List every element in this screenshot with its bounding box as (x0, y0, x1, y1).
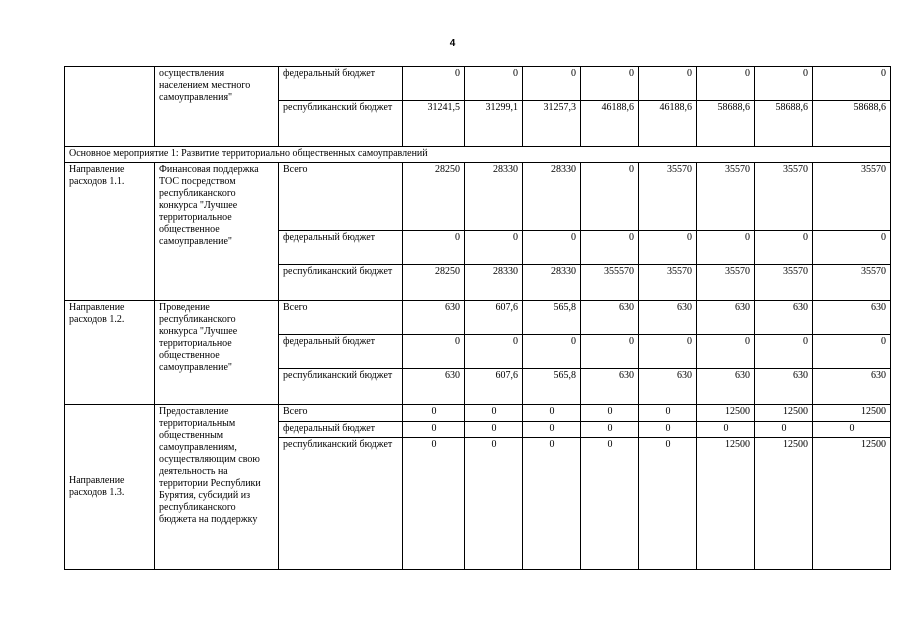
source-cell: Всего (279, 405, 403, 422)
value-cell: 0 (465, 67, 523, 101)
value-cell: 0 (403, 67, 465, 101)
table-row (65, 147, 891, 163)
value-cell: 0 (465, 231, 523, 265)
value-cell: 31257,3 (523, 101, 581, 147)
value-cell: 12500 (697, 405, 755, 422)
value-cell: 0 (465, 438, 523, 570)
value-cell: 0 (697, 422, 755, 438)
value-cell: 0 (581, 67, 639, 101)
value-cell: 31241,5 (403, 101, 465, 147)
value-cell: 58688,6 (755, 101, 813, 147)
value-cell: 0 (813, 67, 891, 101)
value-cell: 0 (813, 422, 891, 438)
source-cell: республиканский бюджет (279, 369, 403, 405)
value-cell: 0 (403, 335, 465, 369)
value-cell: 28250 (403, 265, 465, 301)
value-cell: 28330 (465, 265, 523, 301)
value-cell: 0 (581, 335, 639, 369)
value-cell: 0 (639, 405, 697, 422)
value-cell: 0 (465, 405, 523, 422)
value-cell: 630 (403, 369, 465, 405)
value-cell: 0 (639, 67, 697, 101)
value-cell: 0 (403, 438, 465, 570)
value-cell: 35570 (697, 163, 755, 231)
value-cell: 0 (755, 67, 813, 101)
source-cell: республиканский бюджет (279, 265, 403, 301)
source-cell: федеральный бюджет (279, 231, 403, 265)
table-row (65, 67, 891, 101)
source-cell: республиканский бюджет (279, 101, 403, 147)
value-cell: 0 (523, 335, 581, 369)
value-cell: 35570 (639, 265, 697, 301)
measure-name-cell: Финансовая поддержка ТОС посредством республиканского конкурса "Лучшее территориальное общественное самоуправление" (155, 163, 279, 301)
value-cell: 35570 (755, 265, 813, 301)
value-cell: 0 (755, 335, 813, 369)
direction-cell: Направление расходов 1.1. (65, 163, 155, 301)
value-cell: 630 (581, 301, 639, 335)
value-cell: 0 (639, 335, 697, 369)
value-cell: 12500 (813, 405, 891, 422)
value-cell: 607,6 (465, 369, 523, 405)
value-cell: 630 (639, 369, 697, 405)
value-cell: 0 (755, 422, 813, 438)
value-cell: 35570 (755, 163, 813, 231)
value-cell: 0 (813, 335, 891, 369)
value-cell: 0 (639, 438, 697, 570)
value-cell: 0 (813, 231, 891, 265)
direction-cell: Направление расходов 1.3. (65, 405, 155, 570)
value-cell: 0 (403, 405, 465, 422)
value-cell: 565,8 (523, 369, 581, 405)
value-cell: 0 (755, 231, 813, 265)
source-cell: федеральный бюджет (279, 335, 403, 369)
value-cell: 630 (639, 301, 697, 335)
value-cell: 630 (755, 369, 813, 405)
value-cell: 31299,1 (465, 101, 523, 147)
value-cell: 565,8 (523, 301, 581, 335)
value-cell: 0 (403, 231, 465, 265)
value-cell: 630 (813, 369, 891, 405)
value-cell: 12500 (755, 405, 813, 422)
direction-cell: Направление расходов 1.2. (65, 301, 155, 405)
value-cell: 0 (523, 231, 581, 265)
source-cell: федеральный бюджет (279, 422, 403, 438)
measure-name-cell: Проведение республиканского конкурса "Лучшее территориальное общественное самоуправление" (155, 301, 279, 405)
source-cell: Всего (279, 163, 403, 231)
value-cell: 0 (639, 422, 697, 438)
value-cell: 0 (697, 231, 755, 265)
table-row (65, 301, 891, 335)
value-cell: 58688,6 (813, 101, 891, 147)
budget-table (64, 66, 891, 570)
value-cell: 0 (523, 405, 581, 422)
value-cell: 35570 (697, 265, 755, 301)
value-cell: 28330 (523, 265, 581, 301)
value-cell: 630 (697, 369, 755, 405)
value-cell: 35570 (813, 265, 891, 301)
value-cell: 0 (523, 422, 581, 438)
value-cell: 630 (403, 301, 465, 335)
measure-name-cell: Предоставление территориальным общественным самоуправлениям, осуществляющим свою деятельность на территории Республики Бурятия, субсидий из республиканского бюджета на поддержку (155, 405, 279, 570)
value-cell: 28330 (523, 163, 581, 231)
value-cell: 0 (465, 335, 523, 369)
value-cell: 35570 (639, 163, 697, 231)
value-cell: 630 (755, 301, 813, 335)
value-cell: 12500 (813, 438, 891, 570)
measure-name-cell: осуществления населением местного самоуправления" (155, 67, 279, 147)
value-cell: 0 (697, 67, 755, 101)
value-cell: 46188,6 (581, 101, 639, 147)
value-cell: 630 (697, 301, 755, 335)
value-cell: 28250 (403, 163, 465, 231)
source-cell: Всего (279, 301, 403, 335)
value-cell: 46188,6 (639, 101, 697, 147)
value-cell: 0 (697, 335, 755, 369)
value-cell: 0 (581, 163, 639, 231)
source-cell: республиканский бюджет (279, 438, 403, 570)
value-cell: 0 (403, 422, 465, 438)
page-number: 4 (449, 38, 456, 49)
value-cell: 607,6 (465, 301, 523, 335)
value-cell: 28330 (465, 163, 523, 231)
value-cell: 630 (813, 301, 891, 335)
value-cell: 0 (465, 422, 523, 438)
section-title: Основное мероприятие 1: Развитие территориально общественных самоуправлений (65, 147, 891, 163)
value-cell: 35570 (813, 163, 891, 231)
table-row (65, 163, 891, 231)
value-cell: 0 (639, 231, 697, 265)
table-row (65, 405, 891, 422)
value-cell: 0 (581, 438, 639, 570)
value-cell: 12500 (697, 438, 755, 570)
value-cell: 0 (523, 438, 581, 570)
value-cell: 0 (523, 67, 581, 101)
value-cell: 630 (581, 369, 639, 405)
value-cell: 12500 (755, 438, 813, 570)
value-cell: 58688,6 (697, 101, 755, 147)
value-cell: 0 (581, 405, 639, 422)
value-cell: 0 (581, 422, 639, 438)
value-cell: 355570 (581, 265, 639, 301)
direction-cell (65, 67, 155, 147)
value-cell: 0 (581, 231, 639, 265)
source-cell: федеральный бюджет (279, 67, 403, 101)
